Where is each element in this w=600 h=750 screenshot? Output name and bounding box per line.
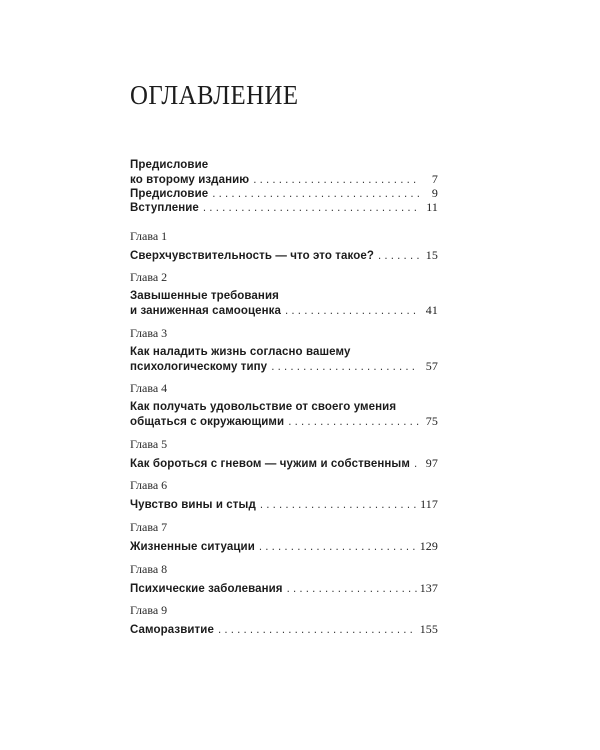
toc-entry <box>130 158 438 186</box>
toc-entry <box>130 326 438 373</box>
chapter-label: Глава 5 <box>130 437 168 451</box>
toc-entry <box>130 200 438 214</box>
chapter-label: Глава 7 <box>130 520 168 534</box>
toc-entry <box>130 229 438 262</box>
entry-title-text: Сверхчувствительность — что это такое? <box>130 250 374 262</box>
toc-entry <box>130 603 438 636</box>
entry-title-line: Завышенные требования <box>130 290 279 302</box>
entry-title-line <box>130 186 438 200</box>
chapter-label: Глава 6 <box>130 478 168 492</box>
dot-leader <box>260 498 417 512</box>
entry-title-text: Чувство вины и стыд <box>130 499 256 511</box>
chapter-label: Глава 4 <box>130 381 168 395</box>
page-number: 137 <box>419 581 438 595</box>
dot-leader <box>414 457 419 471</box>
page-number: 57 <box>425 359 438 373</box>
entry-title-line <box>130 248 438 262</box>
page-number: 7 <box>431 172 438 186</box>
toc-entry <box>130 437 438 470</box>
chapter-label: Глава 8 <box>130 562 168 576</box>
entry-title-text: Вступление <box>130 202 199 214</box>
entry-title-line <box>130 497 438 511</box>
page-number: 9 <box>431 186 438 200</box>
entry-title-text: ко второму изданию <box>130 174 250 186</box>
dot-leader <box>218 623 417 637</box>
toc-entry <box>130 520 438 553</box>
entry-title-text: общаться с окружающими <box>130 416 285 428</box>
entry-title-line <box>130 581 438 595</box>
page-number: 11 <box>426 200 438 214</box>
toc-entry <box>130 270 438 317</box>
chapter-label: Глава 2 <box>130 270 168 284</box>
entry-title-line <box>130 539 438 553</box>
entry-title-text: Предисловие <box>130 188 209 200</box>
entry-title-line: Как наладить жизнь согласно вашему <box>130 346 351 358</box>
dot-leader <box>288 415 419 429</box>
entry-title-line <box>130 172 438 186</box>
chapter-label: Глава 3 <box>130 326 168 340</box>
chapter-label: Глава 9 <box>130 603 168 617</box>
dot-leader <box>259 540 417 554</box>
page-number: 155 <box>419 622 438 636</box>
page-number: 75 <box>425 414 438 428</box>
page-number: 117 <box>420 497 438 511</box>
entry-title-line: Предисловие <box>130 159 209 171</box>
toc-entry <box>130 381 438 428</box>
chapter-label: Глава 1 <box>130 229 168 243</box>
entry-title-line <box>130 456 438 470</box>
entry-title-line <box>130 622 438 636</box>
page-title: ОГЛАВЛЕНИЕ <box>130 80 299 110</box>
dot-leader <box>287 582 417 596</box>
dot-leader <box>212 187 419 201</box>
entry-title-line <box>130 359 438 373</box>
toc-entry <box>130 562 438 595</box>
entry-title-text: психологическому типу <box>130 361 268 373</box>
dot-leader <box>253 173 419 187</box>
page-number: 97 <box>425 456 438 470</box>
page-number: 15 <box>425 248 438 262</box>
dot-leader <box>378 249 419 263</box>
entry-title-line <box>130 200 438 214</box>
entry-title-line <box>130 414 438 428</box>
entry-title-text: Как бороться с гневом — чужим и собственным <box>130 458 410 470</box>
entry-title-text: Жизненные ситуации <box>130 541 255 553</box>
toc-entry <box>130 478 438 511</box>
dot-leader <box>285 304 419 318</box>
entry-title-text: Психические заболевания <box>130 583 283 595</box>
dot-leader <box>203 201 419 215</box>
entry-title-line <box>130 303 438 317</box>
entry-title-line: Как получать удовольствие от своего умения <box>130 401 397 413</box>
page-number: 129 <box>419 539 438 553</box>
dot-leader <box>271 360 419 374</box>
page-number: 41 <box>425 303 438 317</box>
toc-entry <box>130 186 438 200</box>
entry-title-text: Саморазвитие <box>130 624 214 636</box>
entry-title-text: и заниженная самооценка <box>130 305 282 317</box>
